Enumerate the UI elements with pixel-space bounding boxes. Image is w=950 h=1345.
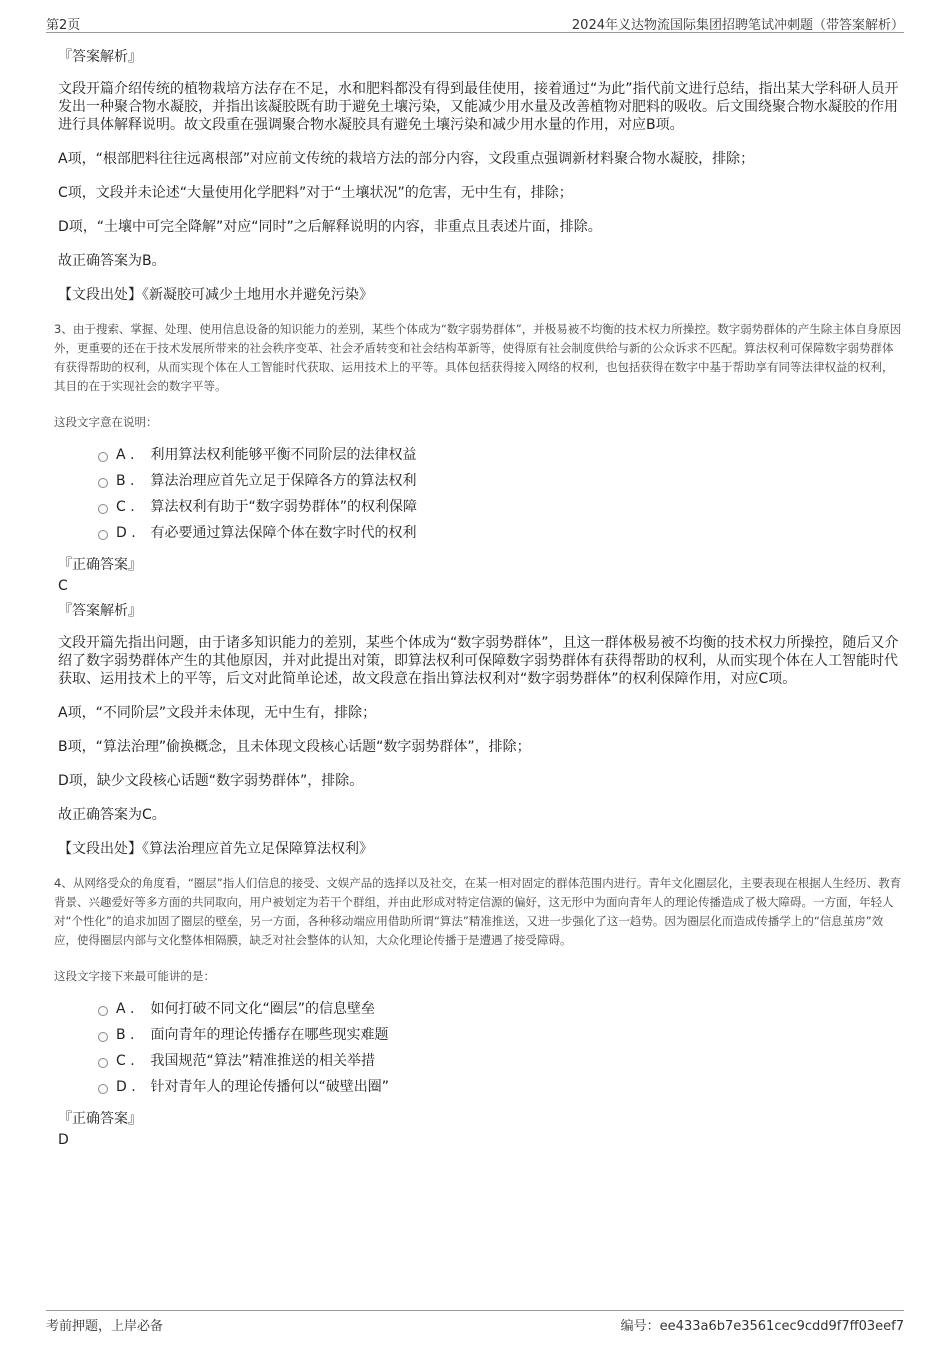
option-letter: C . xyxy=(116,1053,135,1069)
radio-icon[interactable] xyxy=(98,452,108,462)
radio-icon[interactable] xyxy=(98,504,108,514)
analysis-text: 文段开篇先指出问题，由于诸多知识能力的差别，某些个体成为“数字弱势群体”，且这一群体极易被不均衡的技术权力所操控，随后又介绍了数字弱势群体产生的其他原因，并对此提出对策，即算法权利可保障数字弱势群体有获得帮助的权利，从而实现个体在人工智能时代获取、运用技术上的平等，后文对此简单论述，故文段意在指出算法权利对“数字弱势群体”的权利保障作用，对应C项。 xyxy=(58,635,899,687)
passage-source: 【文段出处】《新凝胶可减少土地用水并避免污染》 xyxy=(58,287,373,303)
option-list xyxy=(98,444,902,548)
correct-answer: C xyxy=(58,578,68,594)
radio-icon[interactable] xyxy=(98,530,108,540)
document-title: 2024年义达物流国际集团招聘笔试冲刺题（带答案解析） xyxy=(571,18,904,33)
option-letter: B . xyxy=(116,473,135,489)
option-text: 算法治理应首先立足于保障各方的算法权利 xyxy=(150,473,417,489)
option-b[interactable] xyxy=(98,1024,902,1050)
option-letter: A . xyxy=(116,447,135,463)
page-footer xyxy=(46,1310,904,1335)
analysis-option-a: A项，“根部肥料往往远离根部”对应前文传统的栽培方法的部分内容，文段重点强调新材料聚合物水凝胶，排除； xyxy=(58,151,755,167)
option-text: 利用算法权利能够平衡不同阶层的法律权益 xyxy=(150,447,417,463)
question-prompt: 这段文字接下来最可能讲的是： xyxy=(54,969,215,983)
question-stem: 4、从网络受众的角度看，“圈层”指人们信息的接受、文娱产品的选择以及社交，在某一相对固定的群体范围内进行。青年文化圈层化，主要表现在根据人生经历、教育背景、兴趣爱好等多方面的共同取向，用户被划定为若干个群组，并由此形成对特定信源的偏好，这无形中为面向青年人的理论传播造成了极大障碍。一方面，年轻人对“个性化”的追求加固了圈层的壁垒，另一方面，各种移动端应用借助所谓“算法”精准推送，又进一步强化了这一趋势。因为圈层化而造成传播学上的“信息茧房”效应，使得圈层内部与文化整体相隔膜，缺乏对社会整体的认知，大众化理论传播于是遭遇了接受障碍。 xyxy=(54,876,902,947)
question-prompt: 这段文字意在说明： xyxy=(54,415,158,429)
option-letter: C . xyxy=(116,499,135,515)
option-list xyxy=(98,998,902,1102)
analysis-option-d: D项，缺少文段核心话题“数字弱势群体”，排除。 xyxy=(58,773,364,789)
question-stem: 3、由于搜索、掌握、处理、使用信息设备的知识能力的差别，某些个体成为“数字弱势群体”，并极易被不均衡的技术权力所操控。数字弱势群体的产生除主体自身原因外，更重要的还在于技术发展所带来的社会秩序变革、社会矛盾转变和社会结构革新等，使得原有社会制度供给与新的公众诉求不匹配。算法权利可保障数字弱势群体有获得帮助的权利，从而实现个体在人工智能时代获取、运用技术上的平等。具体包括获得接入网络的权利，也包括获得在数字中基于帮助享有同等法律权益的权利，其目的在于实现社会的数字平等。 xyxy=(54,322,902,393)
analysis-conclusion: 故正确答案为B。 xyxy=(58,253,166,269)
option-c[interactable] xyxy=(98,1050,902,1076)
correct-answer-label: 『正确答案』 xyxy=(58,557,142,573)
page-number: 第2页 xyxy=(46,18,81,33)
radio-icon[interactable] xyxy=(98,1084,108,1094)
analysis-text: 文段开篇介绍传统的植物栽培方法存在不足，水和肥料都没有得到最佳使用，接着通过“为此”指代前文进行总结，指出某大学科研人员开发出一种聚合物水凝胶，并指出该凝胶既有助于避免土壤污染，又能减少用水量及改善植物对肥料的吸收。后文围绕聚合物水凝胶的作用进行具体解释说明。故文段重在强调聚合物水凝胶具有避免土壤污染和减少用水量的作用，对应B项。 xyxy=(58,81,899,133)
radio-icon[interactable] xyxy=(98,1058,108,1068)
option-a[interactable] xyxy=(98,444,902,470)
option-text: 有必要通过算法保障个体在数字时代的权利 xyxy=(150,525,417,541)
option-letter: D . xyxy=(116,525,136,541)
option-text: 如何打破不同文化“圈层”的信息壁垒 xyxy=(150,1001,375,1017)
analysis-option-a: A项，“不同阶层”文段并未体现，无中生有，排除； xyxy=(58,705,377,721)
page-header xyxy=(46,12,904,33)
option-text: 面向青年的理论传播存在哪些现实难题 xyxy=(150,1027,389,1043)
document-content xyxy=(54,40,902,1148)
analysis-label: 『答案解析』 xyxy=(58,49,142,65)
option-letter: A . xyxy=(116,1001,135,1017)
correct-answer: D xyxy=(58,1132,69,1148)
option-b[interactable] xyxy=(98,470,902,496)
option-letter: B . xyxy=(116,1027,135,1043)
option-d[interactable] xyxy=(98,1076,902,1102)
radio-icon[interactable] xyxy=(98,478,108,488)
option-c[interactable] xyxy=(98,496,902,522)
document-id: 编号：ee433a6b7e3561cec9cdd9f7ff03eef7 xyxy=(620,1319,904,1334)
option-text: 针对青年人的理论传播何以“破壁出圈” xyxy=(150,1079,389,1095)
option-text: 算法权利有助于“数字弱势群体”的权利保障 xyxy=(150,499,417,515)
footer-slogan: 考前押题，上岸必备 xyxy=(46,1319,164,1334)
option-d[interactable] xyxy=(98,522,902,548)
radio-icon[interactable] xyxy=(98,1006,108,1016)
analysis-option-d: D项，“土壤中可完全降解”对应“同时”之后解释说明的内容，非重点且表述片面，排除。 xyxy=(58,219,602,235)
radio-icon[interactable] xyxy=(98,1032,108,1042)
correct-answer-label: 『正确答案』 xyxy=(58,1111,142,1127)
option-letter: D . xyxy=(116,1079,136,1095)
option-a[interactable] xyxy=(98,998,902,1024)
analysis-option-c: C项，文段并未论述“大量使用化学肥料”对于“土壤状况”的危害，无中生有，排除； xyxy=(58,185,573,201)
analysis-label: 『答案解析』 xyxy=(58,603,142,619)
option-text: 我国规范“算法”精准推送的相关举措 xyxy=(150,1053,375,1069)
passage-source: 【文段出处】《算法治理应首先立足保障算法权利》 xyxy=(58,841,373,857)
analysis-option-b: B项，“算法治理”偷换概念，且未体现文段核心话题“数字弱势群体”，排除； xyxy=(58,739,531,755)
analysis-conclusion: 故正确答案为C。 xyxy=(58,807,166,823)
